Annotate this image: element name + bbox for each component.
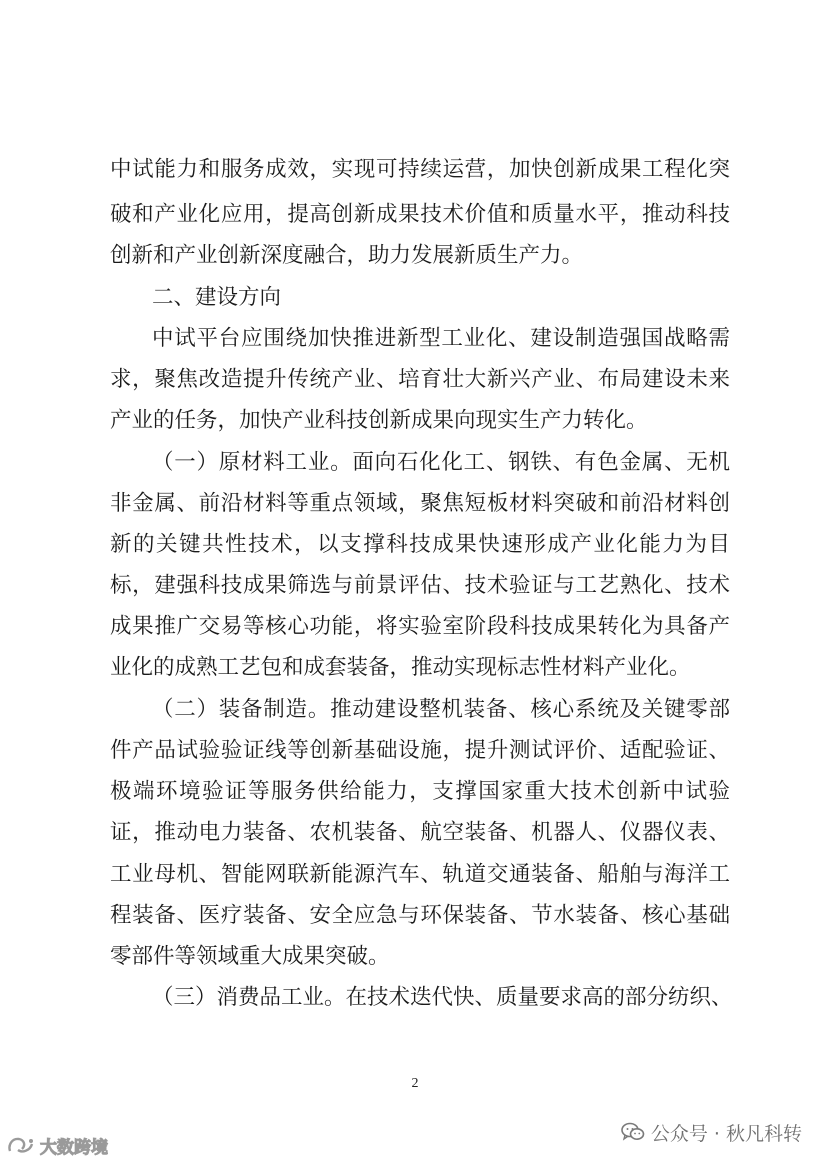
text-line: （三）消费品工业。在技术迭代快、质量要求高的部分纺织、 [152, 985, 733, 1010]
text-line: 极端环境验证等服务供给能力，支撑国家重大技术创新中试验 [110, 779, 730, 804]
text-line: 求，聚焦改造提升传统产业、培育壮大新兴产业、布局建设未来 [110, 367, 730, 392]
wechat-icon [621, 1121, 645, 1143]
text-line: 破和产业化应用，提高创新成果技术价值和质量水平，推动科技 [110, 202, 730, 227]
text-line: 标，建强科技成果筛选与前景评估、技术验证与工艺熟化、技术 [110, 573, 730, 598]
source-watermark-right [621, 1118, 802, 1146]
text-line: 证，推动电力装备、农机装备、航空装备、机器人、仪器仪表、 [110, 820, 730, 845]
section-heading: 二、建设方向 [152, 285, 282, 310]
page-number: 2 [411, 1076, 419, 1091]
text-line: 产业的任务，加快产业科技创新成果向现实生产力转化。 [110, 408, 648, 433]
text-line: 工业母机、智能网联新能源汽车、轨道交通装备、船舶与海洋工 [110, 862, 730, 887]
text-line: （一）原材料工业。面向石化化工、钢铁、有色金属、无机 [152, 450, 730, 475]
watermark-left-text: 大数跨境 [40, 1137, 108, 1158]
text-line: 程装备、医疗装备、安全应急与环保装备、节水装备、核心基础 [110, 903, 730, 928]
text-line: 业化的成熟工艺包和成套装备，推动实现标志性材料产业化。 [110, 655, 691, 680]
source-watermark-left [6, 1133, 108, 1157]
text-line: 创新和产业创新深度融合，助力发展新质生产力。 [110, 243, 584, 268]
text-line: 中试能力和服务成效，实现可持续运营，加快创新成果工程化突 [110, 157, 730, 182]
text-line: （二）装备制造。推动建设整机装备、核心系统及关键零部 [152, 697, 730, 722]
text-line: 新的关键共性技术，以支撑科技成果快速形成产业化能力为目 [110, 532, 730, 557]
watermark-right-text: 公众号 · 秋凡科转 [650, 1122, 802, 1145]
text-line: 件产品试验验证线等创新基础设施，提升测试评价、适配验证、 [110, 738, 730, 763]
text-line: 零部件等领域重大成果突破。 [110, 944, 390, 969]
text-line: 非金属、前沿材料等重点领域，聚焦短板材料突破和前沿材料创 [110, 491, 730, 516]
text-line: 成果推广交易等核心功能，将实验室阶段科技成果转化为具备产 [110, 614, 730, 639]
text-line: 中试平台应围绕加快推进新型工业化、建设制造强国战略需 [152, 326, 730, 351]
brand-logo-icon [6, 1135, 36, 1155]
